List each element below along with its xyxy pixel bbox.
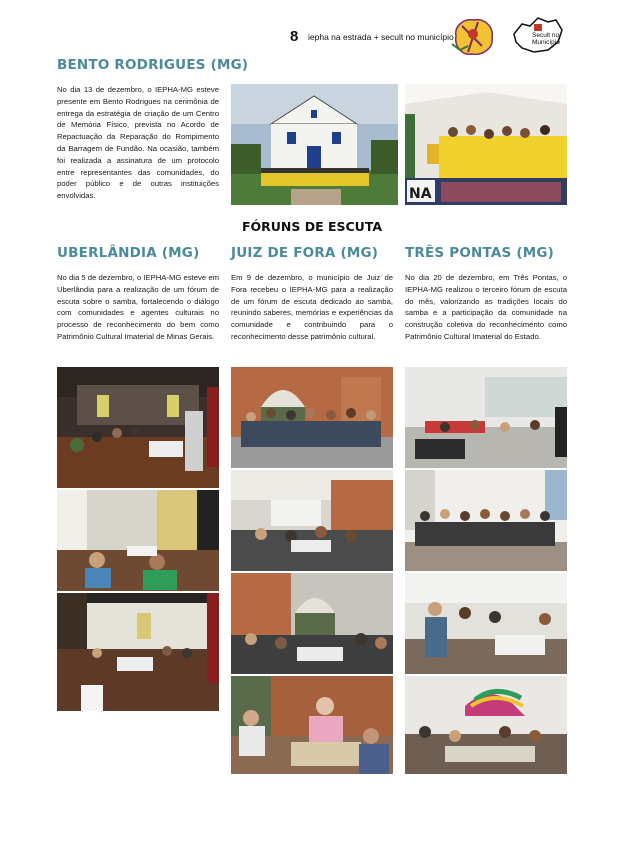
photo-bento-chapel [231,84,398,205]
photo-uberlandia-3 [57,593,219,711]
photo-uberlandia-2 [57,490,219,591]
bento-text: No dia 13 de dezembro, o IEPHA-MG esteve presente em Bento Rodrigues na cerimônia de entrega da estratégia de criação de um Centro de Memória Físico, prevista no Acordo de Repactuação da Reparação do Rompimento da Barragem de Fundão. Na ocasião, também foi realizada a assinatura de um protocolo entre representantes das comunidades, do poder público e de outras instituições envolvidas. [57,85,219,201]
photo-bento-ceremony [405,84,567,205]
juiz-title: JUIZ DE FORA (MG) [231,245,379,261]
bento-title: BENTO RODRIGUES (MG) [57,57,249,73]
photo-juiz-3 [231,573,393,674]
photo-tres-4 [405,676,567,774]
uberlandia-title: UBERLÂNDIA (MG) [57,245,200,261]
photo-juiz-2 [231,470,393,571]
secult-logo-line1: Secult no [532,32,560,39]
iepha-na-estrada-logo [448,14,498,58]
forums-title: FÓRUNS DE ESCUTA [241,219,383,234]
photo-tres-3 [405,573,567,674]
juiz-text: Em 9 de dezembro, o município de Juiz de Fora recebeu o IEPHA-MG para a realização de um fórum de escuta dedicado ao samba, reunindo saberes, memórias e experiências da comunidade e contribuindo para o reconhecimento desse patrimônio cultural. [231,273,393,341]
photo-juiz-4 [231,676,393,774]
tres-title: TRÊS PONTAS (MG) [405,245,555,261]
secult-no-municipio-logo [508,14,568,58]
uberlandia-text: No dia 5 de dezembro, o IEPHA-MG esteve em Uberlândia para a realização de um fórum de escuta sobre o samba, fortalecendo o diálogo com comunidades e agentes culturais no processo de reconhecimento do bem como Patrimônio Cultural Imaterial de Minas Gerais. [57,273,219,341]
photo-uberlandia-1 [57,367,219,488]
page-header [290,28,610,68]
tres-text: No dia 20 de dezembro, em Três Pontas, o IEPHA-MG realizou o terceiro fórum de escuta do mês, valorizando as tradições locais do samba e a participação da comunidade na construção coletiva do reconhecimento como Patrimônio Cultural Imaterial do Estado. [405,273,567,341]
banner-text: NA [409,186,432,202]
header-tagline: iepha na estrada + secult no município [308,32,454,42]
photo-tres-2 [405,470,567,571]
page-number: 8 [290,28,299,45]
photo-tres-1 [405,367,567,468]
photo-juiz-1 [231,367,393,468]
secult-logo-line2: Município [532,39,560,46]
